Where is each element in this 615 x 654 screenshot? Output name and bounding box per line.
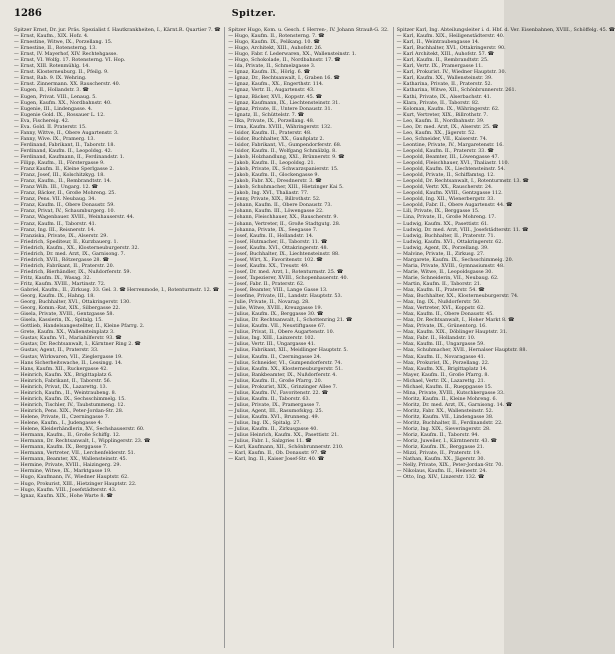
directory-entry: — Marie, Witwe, II., Leopoldsgasse 30. bbox=[396, 268, 493, 275]
directory-entry: — Katharina, Private, II., Praterstr. 52. bbox=[396, 81, 493, 88]
directory-entry: — Gustav, Dr. Rechtsanwalt, I., Kärntner Ring 2. ☎ bbox=[14, 341, 141, 348]
directory-entry: — Ignaz, Dr., Rechtsanwalt, I., Graben 16. ☎ bbox=[228, 75, 340, 82]
directory-entry: — Gustav, Agent, II., Praterstr. 33. bbox=[14, 347, 99, 354]
directory-entry: — Margarete, Kaufm. IX., Sechsschimmelg. 20. bbox=[396, 256, 514, 263]
directory-entry: — Ludwig, Dr. med. Arzt, VIII., Josefstädterstr. 11. ☎ bbox=[396, 226, 529, 233]
directory-entry: — Franz Wilh. III., Ungarg. 12. ☎ bbox=[14, 184, 98, 191]
directory-entry: — Hans, Kaufm. XII., Ruckergasse 42. bbox=[14, 365, 108, 372]
directory-entry: — Jakob, Ing. XVI., Thaliastr. 77. bbox=[228, 190, 309, 197]
directory-entry: — Heinrich, Privat, IX., Lazarettg. 13. bbox=[14, 383, 108, 390]
directory-entry: — Karl, Kaufm. II., Ob. Donaustr. 97. ☎ bbox=[228, 450, 327, 457]
directory-entry: — Malvine, Private, II., Zirkusg. 27. bbox=[396, 250, 485, 257]
directory-entry: — Julius, Fabrikant, XII., Meidlinger Hauptstr. 5. bbox=[228, 347, 348, 354]
directory-entry: — Julius, Kaufm. IX., Berggasse 30. ☎ bbox=[228, 311, 324, 318]
directory-entry: — Ernst, IV. Mayerhof, XIV. Rechtehgasse. bbox=[14, 51, 118, 58]
directory-entry: — Maria, Private, XVIII., Gymnasiumstr. 48. bbox=[396, 262, 505, 269]
directory-entry: — Otto, Ing. XIV., Linzerstr. 132. ☎ bbox=[396, 474, 485, 481]
directory-entry: — Hermann, Kaufm. IX., Berggasse 7. bbox=[14, 444, 108, 451]
directory-entry: — Josef, Tapezierer, XVIII., Schopenhauerstr. 40. bbox=[228, 274, 349, 281]
directory-entry: — Max, Prokurist, IX., Porzellang. 22. bbox=[396, 359, 490, 366]
directory-entry: — Max, Ing. IX., Nußdorferstr. 50. bbox=[396, 299, 481, 306]
directory-entry: — Josef, Hutmacher, II., Taborstr. 11. ☎ bbox=[228, 238, 327, 245]
directory-entry: — Jakob, Private, IX., Schwarzspanierstr. 15. bbox=[228, 166, 339, 173]
directory-entry: — Franz, Pens. VII. Neubaug. 34. bbox=[14, 196, 96, 203]
directory-entry: — Nathan, Kaufm. XX., Jägerstr. 30. bbox=[396, 456, 486, 463]
directory-entry: — Josef, Kaufm. II., Hollandstr. 14. bbox=[228, 232, 314, 239]
directory-entry: — Ludwig, Agent, IX., Porzellang. 39. bbox=[396, 244, 489, 251]
directory-entry: — Josef, Kaufm. XX., Treustr. 49. bbox=[228, 262, 309, 269]
directory-entry: — Julie, Witwe, XVIII., Kreuzgasse 19. bbox=[228, 305, 323, 312]
directory-entry: — Fanny, Wive. IX., Pramerg. 13. bbox=[14, 135, 95, 142]
directory-entry: — Hugo, Kaufm. VIII., Josefstädterstr. 43. bbox=[14, 486, 117, 493]
directory-columns bbox=[14, 27, 615, 648]
directory-entry: — Klara, Private, II., Taborstr. 82. bbox=[396, 99, 480, 106]
directory-entry: — Karl, Buchhalter, XVI., Ottakringerstr. 90. bbox=[396, 45, 506, 52]
directory-entry: — Jakob, Fabr. XX., Dresdnerstr. 3. ☎ bbox=[228, 178, 322, 185]
directory-entry: — Isidor, Buchhalter, XX., Gaußplatz 2. bbox=[228, 135, 325, 142]
directory-entry: — Ernst. Klosterneuburg. II., Pfeilg. 9. bbox=[14, 69, 109, 76]
directory-entry: — Julius, Agent, III., Rasumofskyg. 25. bbox=[228, 407, 324, 414]
directory-entry: — Heinrich, Pens. XIX., Peter-Jordan-Str. 28. bbox=[14, 407, 124, 414]
directory-entry: — Karl Architekt, XIII., Auhofstr. 57. ☎ bbox=[396, 51, 494, 58]
directory-entry: — Georg, Komm.-Rat, XIX., Silbergasse 22. bbox=[14, 305, 121, 312]
directory-entry: — Karl, Kaufm. XX., Wallensteinstr. 39. bbox=[396, 75, 493, 82]
directory-entry: — Max, Kaufm. XX., Brigittaplatz 14. bbox=[396, 365, 488, 372]
directory-entry: — Heinrich, Fabrikant, II., Taborstr. 56. bbox=[14, 377, 112, 384]
directory-entry: — Ernst, XIII. Rotenmühlg. 14. bbox=[14, 63, 90, 70]
directory-entry: — Eugenie, III., Lindengasse. 4. bbox=[14, 105, 93, 112]
directory-entry: — Koloman, Kaufm. IX., Währingerstr. 62. bbox=[396, 105, 500, 112]
directory-entry: — Hermann, Kaufm., II., Große Schiffg. 12. bbox=[14, 432, 121, 439]
directory-entry: — Max, Vertreter, XVI., Koppstr. 62. bbox=[396, 305, 485, 312]
directory-entry: — Eva. Gold. II. Praterstr. 15. bbox=[14, 123, 87, 130]
directory-entry: — Leopold, Kaufm. IX., Liechtensteinstr. 54. bbox=[396, 166, 506, 173]
directory-entry: — Friedrich, Kaufm., XX., Klosterneuburgerstr. 32. bbox=[14, 244, 140, 251]
directory-entry: — Ernst, VI. Wolfg. 17. Rotensterng. VI. Hop. bbox=[14, 57, 126, 64]
directory-entry: — Leopold, Vertr. XX., Rauscherstr. 24. bbox=[396, 184, 493, 191]
directory-entry: — Leopold, Fleischhauer, XVI., Thaliastr. 110. bbox=[396, 160, 510, 167]
directory-entry: — Hugo, Kaufmann, IV., Wiedner Hauptstr. 62. bbox=[14, 474, 129, 481]
directory-entry: — Georg, Kaufm. IX., Hahng. 18. bbox=[14, 293, 95, 300]
directory-entry: — Franz, Kaufm., II., Rembrandtstr. 14. bbox=[14, 178, 112, 185]
directory-entry: — Karl, II., Weintraubengasse 14. bbox=[396, 39, 480, 46]
directory-entry: — Ilka, Private, IX., Porzellang. 48. bbox=[228, 117, 315, 124]
directory-entry: — Leo, Kaufm. XX., Jägerstr. 52. bbox=[396, 129, 476, 136]
directory-entry: — Ludwig, Kaufm. XVI., Ottakringerstr. 62. bbox=[396, 238, 503, 245]
directory-entry: — Gustav, Kaufm. VI., Mariahilferstr. 93. ☎ bbox=[14, 335, 122, 342]
directory-entry: — Moritz, Buchhalter, II., Ferdinandstr. 22. bbox=[396, 420, 503, 427]
directory-entry: Spitzer Hugo, Kom. u. Gesch. f. Herren-, IV. Johann Strauß-G. 32. bbox=[228, 27, 389, 33]
directory-entry: — Helene, Kaufm., I., Judengasse 4. bbox=[14, 420, 103, 427]
directory-entry: — Ferdinand, Fabrikant, II., Taborstr. 18. bbox=[14, 141, 115, 148]
directory-entry: — Max, Schuhmacher, XVII., Hernalser Hauptstr. 88. bbox=[396, 347, 527, 354]
directory-entry: Spitzer Karl, Ing. Abteilungsleiter i. d. Hbf. d. Ver. Eisenbahnen, XVIII., Schöffelg. 45. ☎ bbox=[396, 27, 615, 33]
directory-entry: — Leopold, Fabr. II., Obere Augartenstr. 44. ☎ bbox=[396, 202, 513, 209]
directory-entry: — Johann, Kaufm. II., Obere Donaustr. 73. bbox=[228, 202, 332, 209]
directory-entry: — Johanna, Private, IX., Seegasse 7. bbox=[228, 226, 318, 233]
directory-entry: — Friedrich, Bierhändler, IX., Nußdorferstr. 59. bbox=[14, 268, 132, 275]
directory-entry: — Julius, Ing. IX., Spitalg. 27. bbox=[228, 420, 301, 427]
directory-entry: — Julius, Kaufm. II., Czerningasse 24. bbox=[228, 353, 322, 360]
directory-entry: — Irma, Kaufm. XVIII., Währingerstr. 132. bbox=[228, 123, 332, 130]
directory-entry: — Ignaz, Kaufm. XIX., Hohe Warte 8. ☎ bbox=[14, 492, 113, 499]
directory-entry: — Nikolaus, Kaufm. II., Heinestr. 24. bbox=[396, 468, 487, 475]
directory-entry: — Heinrich, Kaufm., II., Weintraubeng. 8. bbox=[14, 389, 117, 396]
directory-entry: — Franz, Kaufm. II., Obere Donaustr. 59. bbox=[14, 202, 115, 209]
directory-entry: — Leo, Schneider, VII., Kaiserstr. 74. bbox=[396, 135, 488, 142]
directory-entry: — Josef, Buchhalter, IX., Liechtensteinstr. 88. bbox=[228, 250, 340, 257]
directory-entry: — Nelly, Private, XIX., Peter-Jordan-Str. 70. bbox=[396, 462, 503, 469]
directory-entry: Spitzer Ernst, Dr. jur. Präs. Spezialist f. Hautkrankheiten, I., Kärnt.R. Quartier 7. ☎ bbox=[14, 27, 221, 33]
directory-entry: — Franz, Wagenbauer. XVIII., Weinhauserstr. 44. bbox=[14, 214, 135, 221]
directory-entry: — Ignatz, II., Schüttelstr. 7. ☎ bbox=[228, 111, 304, 118]
directory-entry: — Heinrich, Kaufm. XX., Brigittaplatz 6. bbox=[14, 371, 113, 378]
directory-entry: — Hugo, Kaufm. IX., Pelikang. 10. ☎ bbox=[228, 39, 320, 46]
directory-entry: — Moritz, Dr. med. Arzt, IX., Garnisong. 14. ☎ bbox=[396, 401, 512, 408]
directory-entry: — Josef, Kaufm. XVI., Ottakringerstr. 48. bbox=[228, 244, 329, 251]
directory-entry: — Max, Private, IX., Grünentorg. 16. bbox=[396, 323, 487, 330]
directory-entry: — Ernestine, Witwe, IX., Porzellang. 15. bbox=[14, 39, 113, 46]
directory-entry: — Julius, Kaufm. IV., Favoritenstr. 22. ☎ bbox=[228, 389, 328, 396]
page-header bbox=[14, 8, 494, 22]
directory-entry: — Julius, Dr. Rechtsanwalt, I., Schottenring 21. ☎ bbox=[228, 317, 353, 324]
directory-entry: — Julius, Kaufm. XVI., Brunneng. 49. bbox=[228, 414, 320, 420]
directory-entry: — Karl, Prokurist. IV., Wiedner Hauptstr. 30. bbox=[396, 69, 507, 76]
directory-entry: — Isidor, Fabrikant, VI., Gumpendorferstr. 68. bbox=[228, 141, 342, 148]
directory-entry: — Johann, Fleischhauer, XX., Rauscherstr. 9. bbox=[228, 214, 339, 221]
directory-entry: — Gabriel, Kaufm., II., Zirkusg. 33. Gel. 3. ☎ Herrenmode, I., Rotenturmstr. 12. ☎ bbox=[14, 287, 219, 294]
directory-entry: — Julius, Kaufm. XX., Klosterneuburgerstr. 51. bbox=[228, 365, 343, 372]
directory-entry: — Franz Kaufm. II., Kleine Sperlgasse 2. bbox=[14, 166, 114, 173]
directory-entry: — Ernst, Kaufm., XIX. Hofz. 4. bbox=[14, 33, 89, 40]
directory-entry: — Lina, Private, II., Große Mohreng. 17. bbox=[396, 214, 496, 221]
directory-entry: — Max, Kaufm. III., Ungargasse 59. bbox=[396, 341, 485, 348]
directory-entry: — Kurt, Vertreter, XIX., Billrothstr. 7. bbox=[396, 111, 488, 118]
directory-entry: — Julius, Schneider, VI., Gumpendorferstr. 74. bbox=[228, 359, 343, 366]
directory-entry: — Ferdinand, Kaufmann, II., Ferdinandstr. 1. bbox=[14, 153, 125, 160]
directory-entry: — Ernst, Rab. 9. IX. Wehring. bbox=[14, 75, 87, 82]
directory-entry: — Lili, Private, IX., Berggasse 15. bbox=[396, 208, 480, 215]
directory-entry: — Katharina, Witwe, XII., Schönbrunnerstr. 261. bbox=[396, 87, 517, 94]
directory-entry: — Julius, Fabr. I., Salzgries 11. ☎ bbox=[228, 438, 312, 445]
directory-entry: — Ida, Private, II., Schmelzgasse 3. bbox=[228, 63, 316, 70]
directory-entry: — Josef, Beamter, VIII., Lange Gasse 13. bbox=[228, 287, 328, 294]
directory-entry: — Friedrich, Spediteur, II., Kurzbauerg. 1. bbox=[14, 238, 119, 245]
page-number: 1286 bbox=[14, 8, 42, 19]
directory-entry: — Leo, Kaufm. II., Nordbahnstr. 39. bbox=[396, 117, 485, 124]
directory-entry: — Ignaz, Vertr. II., Augartenstr. 43. bbox=[228, 87, 315, 94]
directory-entry: — Hugo, Kaufm. II., Rotensterng. 7. ☎ bbox=[228, 33, 325, 40]
directory-entry: — Michael, Vertr. IX., Lazarettg. 21. bbox=[396, 377, 486, 384]
directory-entry: — Fritz, Kaufm. IX., Wasag. 32. bbox=[14, 274, 91, 281]
directory-entry: — Julius, Kaufm. II., Zirkusgasse 40. bbox=[228, 426, 318, 433]
directory-entry: — Max, Kaufm. II., Novaragasse 41. bbox=[396, 353, 486, 360]
directory-entry: — Leopold, Dr. Rechtsanwalt, I., Rotenturmstr. 13. ☎ bbox=[396, 178, 529, 185]
directory-entry: — Ignaz, Kaufm., XX., Engerthstr. 114. bbox=[228, 81, 324, 88]
column-right bbox=[393, 27, 615, 648]
directory-entry: — Karl, Vertr. IX., Pramergasse 11. bbox=[396, 63, 483, 70]
directory-entry: — Gisela, Private, XVIII., Gentzgasse 58. bbox=[14, 311, 115, 318]
directory-entry: — Hugo, Fabr. f. Lederwaren, XX., Wallensteinstr. 1. bbox=[228, 51, 357, 58]
directory-entry: — Helene, Kleiderhändlerin, XV., Sechshauserstr. 60. bbox=[14, 426, 145, 433]
directory-entry: — Moriz, Kaufm. II., Taborstr. 94. bbox=[396, 432, 480, 439]
directory-entry: — Moriz, Kaufm. IX., Berggasse 21. bbox=[396, 444, 485, 451]
directory-entry: — Josefine, Private, III., Landstr. Hauptstr. 53. bbox=[228, 293, 343, 300]
directory-entry: — Hermine, Witwe, IX., Marktgasse 19. bbox=[14, 468, 112, 475]
directory-entry: — Jakob, Kaufm. II., Glockengasse 9. bbox=[228, 172, 320, 179]
directory-entry: — Franz, Privat, IV., Schaumburgerg. 10. bbox=[14, 208, 116, 215]
directory-entry: — Isidor, Kaufm. II., Praterstr. 48. bbox=[228, 129, 312, 136]
directory-entry: — Fritz, Kaufm. XVIII., Martinstr. 72. bbox=[14, 280, 106, 287]
directory-entry: — Friedrich, Fabrikant, II., Praterstr. 20. bbox=[14, 262, 115, 269]
directory-entry: — Johann, Vertreter, II., Große Stadtgutg. 28. bbox=[228, 220, 341, 227]
running-head: Spitzer. bbox=[231, 8, 277, 19]
directory-entry: — Franz, Ing. III., Reisnerstr. 14. bbox=[14, 226, 96, 233]
directory-entry: — Hermann, Beamter, XX., Wallensteinstr. 45. bbox=[14, 456, 128, 463]
directory-entry: — Eugenie Gold. IX., Rossauer L. 12. bbox=[14, 111, 105, 118]
directory-entry: — Karl, Ing. II., Kaiser Josef-Str. 40. ☎ bbox=[228, 456, 324, 463]
directory-entry: — Franz, Bäcker, II., Große Mohreng. 25. bbox=[14, 190, 116, 197]
directory-entry: — Gisela, Kassierin, IX., Spitalg. 15. bbox=[14, 317, 103, 324]
directory-entry: — Eva, Fischereig. 42. bbox=[14, 117, 70, 124]
directory-entry: — Julius, Vertr. III., Ungargasse 41. bbox=[228, 341, 316, 348]
directory-entry: — Fanny, Wittve, II., Obere Augartenstr. 3. bbox=[14, 129, 119, 136]
directory-entry: — Leopold, Private, II., Schiffamtsg. 12. bbox=[396, 172, 495, 179]
directory-entry: — Ludwig, Buchhalter, II., Praterstr. 71. bbox=[396, 232, 496, 239]
directory-entry: — Ignaz, Kaufm. IX., Hörlg. 6. ☎ bbox=[228, 69, 310, 76]
directory-entry: — Johann, Kaufm. III., Löwengasse 22. bbox=[228, 208, 324, 215]
directory-entry: — Ignaz, Bäcker, XVI., Koppstr. 45. ☎ bbox=[228, 93, 322, 100]
directory-entry: — Karl, Kaufm. XIX., Heiligenstädterstr. 40. bbox=[396, 33, 505, 40]
directory-entry: — Martin, Kaufm. II., Taborstr. 21. bbox=[396, 280, 482, 287]
directory-entry: — Gustav, Wirkwaren, VII., Zieglergasse 19. bbox=[14, 353, 123, 360]
directory-entry: — Grete, Kaufm. XX., Wallensteinplatz 3. bbox=[14, 329, 115, 336]
directory-entry: — Ignaz, Kaufmann, IX., Liechtensteinstr. 31. bbox=[228, 99, 340, 106]
directory-entry: — Ignaz, Private, II., Untere Donaustr. 31. bbox=[228, 105, 333, 112]
directory-entry: — Leopold, Beamter, III., Löwengasse 47. bbox=[396, 153, 500, 160]
directory-entry: — Moriz, Juwelier, I., Kärntnerstr. 43. ☎ bbox=[396, 438, 497, 445]
directory-entry: — Marie, Schneiderin, VII., Neubaug. 62. bbox=[396, 274, 499, 281]
directory-entry: — Mina, Private, XVIII., Kutschkergasse 33. bbox=[396, 389, 505, 396]
directory-entry: — Max, Kaufm. XIX., Döblinger Hauptstr. 31. bbox=[396, 329, 508, 336]
column-left bbox=[14, 27, 220, 648]
directory-entry: — Heinrich, Kaufm. IX., Sechsschimmelg. 15. bbox=[14, 395, 126, 402]
directory-entry: — Moritz, Kaufm. VII., Lindengasse 38. bbox=[396, 414, 494, 420]
directory-entry: — Filipp, Kaufm., II., Förstergasse 9. bbox=[14, 160, 105, 167]
directory-entry: — Ferdinand, Kaufm. II., Leopoldsg. 42. bbox=[14, 147, 113, 154]
directory-entry: — Julius, Kaufm. II., Taborstr. 63. bbox=[228, 395, 311, 402]
directory-entry: — Moriz, Ing. XIX., Sieveringerstr. 28. bbox=[396, 426, 491, 433]
directory-entry: — Gottlieb, Handelsangestellter, II., Kleine Pfarrg. 2. bbox=[14, 323, 145, 330]
directory-entry: — Julius, Kaufm. VII., Neustiftgasse 67. bbox=[228, 323, 326, 330]
directory-entry: — Michael, Kaufm. II., Rueppgasse 15. bbox=[396, 383, 493, 390]
directory-entry: — Hugo, Architekt, XIII., Auhofstr. 26. bbox=[228, 45, 323, 52]
directory-entry: — Karl, Kaufm. II., Rembrandtstr. 25. bbox=[396, 57, 489, 64]
directory-entry: — Isidor, Kaufm. II., Wolfgang Schmälzlg. 8. bbox=[228, 147, 337, 154]
directory-entry: — Friedrich, XVII., Rötzergasse 28. ☎ bbox=[14, 256, 109, 263]
directory-entry: — Leontine, Private, IV., Margaretenstr. 16. bbox=[396, 141, 504, 148]
directory-entry: — Hermine, Private, XVIII., Haizingerg. 29. bbox=[14, 462, 121, 469]
directory-entry: — Josef, Dr. med. Arzt, I., Rotenturmstr. 25. ☎ bbox=[228, 268, 343, 275]
directory-entry: — Julie, Private, II., Novarag. 28. bbox=[228, 299, 310, 306]
directory-entry: — Leo, Dr. med. Arzt, IX., Alserstr. 25. ☎ bbox=[396, 123, 499, 130]
directory-entry: — Julius, Private, IX., Pramergasse 7. bbox=[228, 401, 321, 408]
column-middle bbox=[224, 27, 388, 648]
directory-entry: — Max, Dr. Rechtsanwalt, I., Hoher Markt 8. ☎ bbox=[396, 317, 515, 324]
directory-entry: — Ernestine, II., Rotensterng. 13. bbox=[14, 45, 97, 52]
directory-entry: — Karl, Kaufmann, XII., Schönbrunnerstr. 210. bbox=[228, 444, 344, 451]
directory-entry: — Jakob, Kaufm. II., Leopoldsg. 21. bbox=[228, 160, 316, 167]
directory-entry: — Ludwig, Kaufm. XX., Pasettistr. 61. bbox=[396, 220, 489, 227]
directory-entry: — Hans Sicherheitswache, II., Lessingg. 14. bbox=[14, 359, 123, 366]
directory-entry: — Josef, Fabr. II., Praterstr. 62. bbox=[228, 280, 305, 287]
directory-entry: — Moritz, Fabr. XX., Wallensteinstr. 52. bbox=[396, 407, 494, 414]
directory-entry: — Max, Kaufm. II., Obere Donaustr. 45. bbox=[396, 311, 494, 318]
directory-entry: — Hugo, Schokolade, II., Nordbahnstr. 17. ☎ bbox=[228, 57, 341, 64]
directory-entry: — Max, Buchhalter, XX., Klosterneuburgerstr. 74. bbox=[396, 293, 519, 300]
directory-entry: — Jakob, Schuhmacher, XIII., Hietzinger Kai 5. bbox=[228, 184, 344, 191]
directory-entry: — Eugen, Kaufm. XX., Nordbahnstr. 40. bbox=[14, 99, 112, 106]
directory-entry: — Eugen, Privat. VIII., Lenaug. 5. bbox=[14, 93, 97, 100]
directory-entry: — Julius, Bankbeamter, IX., Nußdorferstr. 4. bbox=[228, 371, 337, 378]
directory-entry: — Franz, Josef, III., Kolschitzkyg. 18. bbox=[14, 172, 105, 179]
directory-entry: — Friedrich, Dr. med. Arzt, IX., Garnisong. 7. bbox=[14, 250, 126, 257]
directory-entry: — Franziska, Private, IX., Alserstr. 29. bbox=[14, 232, 108, 239]
directory-entry: — Mizzi, Private, II., Praterstr. 19. bbox=[396, 450, 481, 457]
directory-entry: — Hugo, Prokurist, XIII., Hietzinger Hauptstr. 22. bbox=[14, 480, 137, 487]
directory-entry: — Helene, Private, II., Czerningasse 7. bbox=[14, 414, 110, 420]
directory-entry: — Ernst. Zinnermann. XX. Rauscherstr. 40. bbox=[14, 81, 121, 88]
directory-entry: — Jenny, Private, XIX., Billrothstr. 52. bbox=[228, 196, 321, 203]
directory-entry: — Eugen, II., Hollandstr. 3. ☎ bbox=[14, 87, 89, 94]
directory-entry: — Hermann, Dr. Rechtsanwalt, I., Wipplingerstr. 23. ☎ bbox=[14, 438, 150, 445]
directory-entry: — Josef, Wirt, X., Favoritenstr. 102. ☎ bbox=[228, 256, 323, 263]
directory-entry: — Max, Kaufm. II., Praterstr. 54. ☎ bbox=[396, 287, 485, 294]
directory-entry: — Georg, Buchhalter, XVI., Ottakringerstr. 130. bbox=[14, 299, 131, 306]
directory-entry: — Heinrich, Tischler, IV., Taubstummeng. 12. bbox=[14, 401, 126, 408]
directory-entry: — Leopold, Kaufm. II., Praterstr. 33. ☎ bbox=[396, 147, 494, 154]
directory-entry: — Julius, Prokurist, XIX., Grinzinger Allee 7. bbox=[228, 383, 338, 390]
directory-entry: — Moritz, Kaufm. II., Kleine Mohreng. 6. bbox=[396, 395, 498, 402]
directory-entry: — Julius Heinrich, Kaufm. XX., Pasettistr. 21. bbox=[228, 432, 339, 439]
directory-entry: — Kathi, Private, IX., Alserbachstr. 41. bbox=[396, 93, 492, 100]
directory-entry: — Julius, Privat, II., Obere Augartenstr. 10. bbox=[228, 329, 335, 336]
directory-entry: — Hermann, Vertreter, VII., Lerchenfelderstr. 51. bbox=[14, 450, 136, 457]
directory-entry: — Julius, Ing. XIII., Lainzerstr. 102. bbox=[228, 335, 316, 342]
directory-entry: — Mayer, Kaufm. II., Große Pfarrg. 8. bbox=[396, 371, 490, 378]
directory-entry: — Leopold, Ing. XII., Wienerbergstr. 33. bbox=[396, 196, 495, 203]
directory-entry: — Leopold, Kaufm. XVIII., Gentzgasse 112. bbox=[396, 190, 503, 197]
directory-entry: — Franz, Kaufm. II., Taborstr. 41. bbox=[14, 220, 97, 227]
directory-entry: — Max, Fabr. II., Hollandstr. 10. bbox=[396, 335, 476, 342]
directory-entry: — Jakob, Holzhandlung, XXI., Brünnerstr. 9. ☎ bbox=[228, 153, 345, 160]
directory-entry: — Julius, Kaufm. II., Große Pfarrg. 20. bbox=[228, 377, 323, 384]
